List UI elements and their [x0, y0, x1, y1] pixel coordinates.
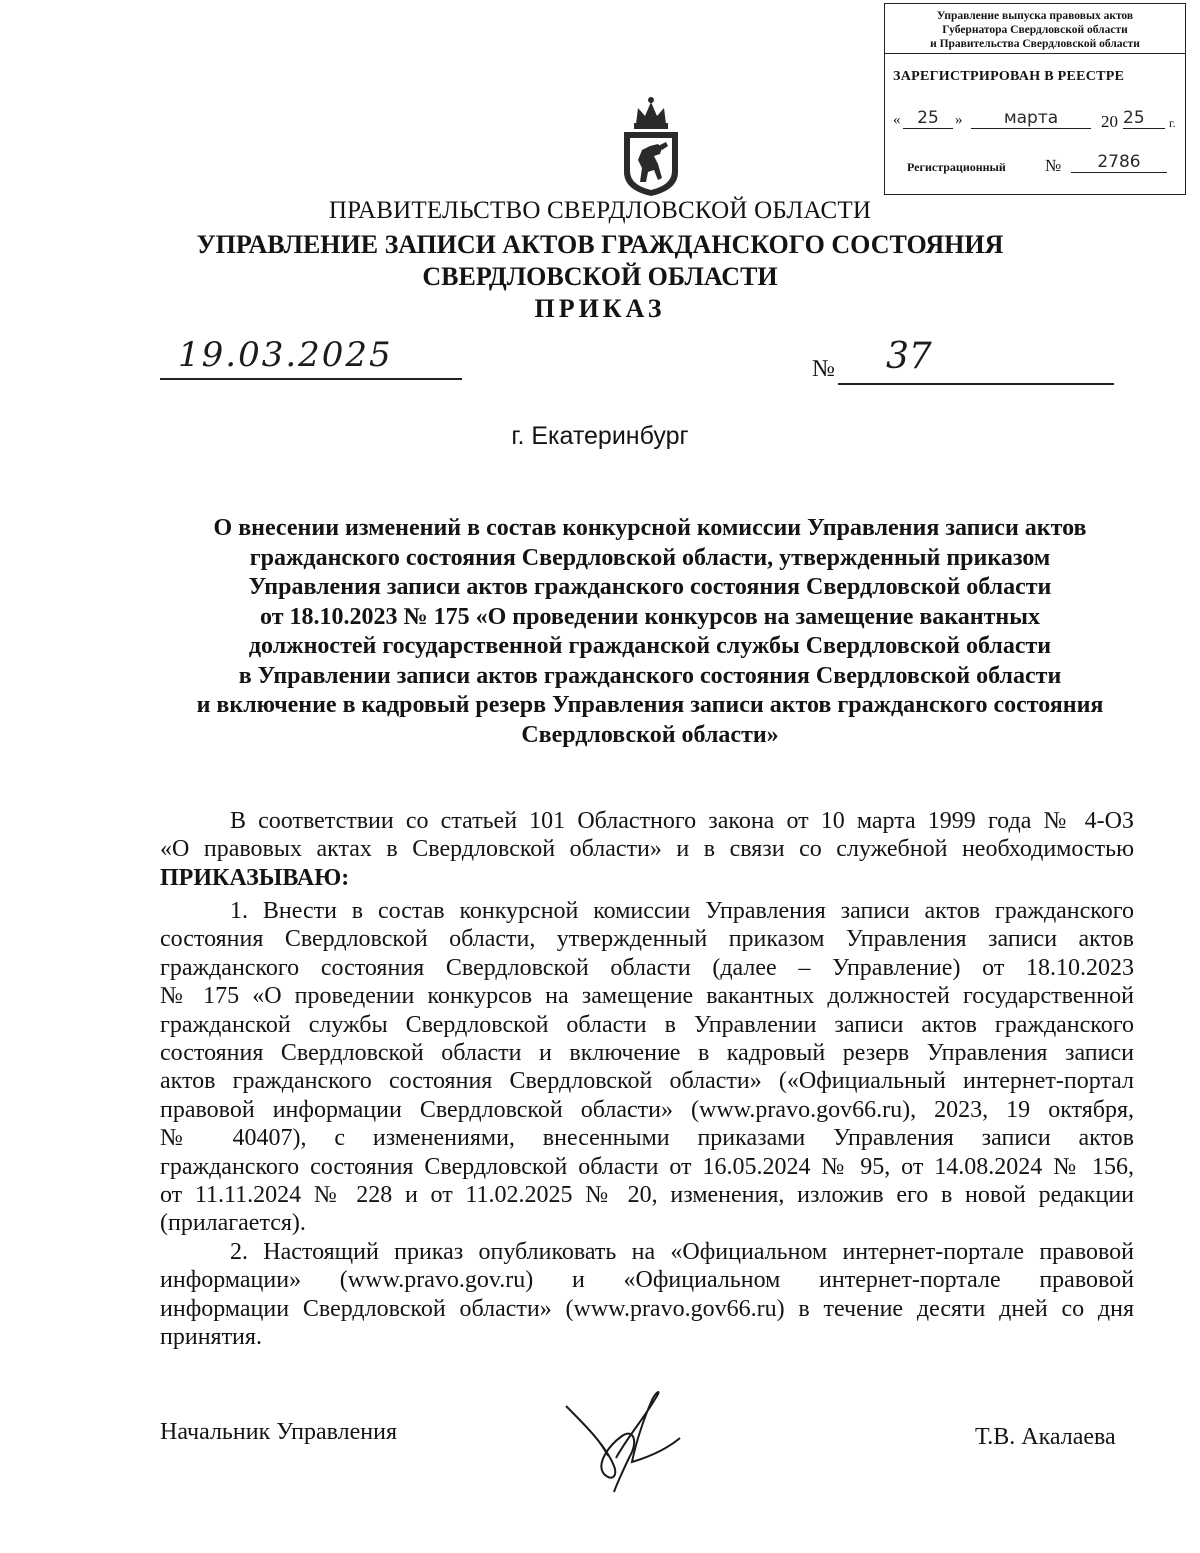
subject-line: должностей государственной гражданской службы Свердловской области [248, 633, 1052, 659]
registration-stamp [884, 3, 1186, 195]
order-subject [150, 514, 1150, 750]
signatory-name: Т.В. Акалаева [975, 1424, 1116, 1450]
stamp-header-line: и Правительства Свердловской области [930, 38, 1140, 50]
coat-of-arms-icon [614, 94, 688, 198]
item1-line: № 40407), с изменениями, внесенными приказами Управления записи актов [160, 1125, 1134, 1152]
order-number: 37 [886, 336, 932, 377]
signatory-position: Начальник Управления [160, 1419, 397, 1445]
order-colon: : [341, 864, 350, 891]
item1-line: № 175 «О проведении конкурсов на замещение вакантных должностей государственной [160, 983, 1134, 1010]
order-item-1 [160, 897, 1134, 1238]
date-underline [160, 378, 462, 380]
item1-line: гражданского состояния Свердловской области (далее – Управление) от 18.10.2023 [160, 954, 1134, 981]
stamp-reg-number: 2786 [1071, 152, 1167, 173]
order-word: ПРИКАЗЫВАЮ [160, 864, 342, 891]
subject-line: в Управлении записи актов гражданского состояния Свердловской области [238, 662, 1062, 689]
subject-line: гражданского состояния Свердловской области, утвержденный приказом [249, 544, 1051, 571]
handwritten-signature [556, 1386, 686, 1496]
stamp-reg-number-row [907, 152, 1177, 178]
item1-line: актов гражданского состояния Свердловской области» («Официальный интернет-портал [160, 1068, 1134, 1095]
preamble-line: В соответствии со статьей 101 Областного закона от 10 марта 1999 года № 4-ОЗ [230, 808, 1134, 834]
stamp-year-suffix: 25 [1123, 108, 1165, 129]
subject-line: и включение в кадровый резерв Управления записи актов гражданского состояния [196, 692, 1104, 718]
stamp-reg-number-label: Регистрационный [907, 160, 1006, 174]
subject-line: О внесении изменений в состав конкурсной комиссии Управления записи актов [213, 515, 1087, 541]
subject-line: Свердловской области» [521, 721, 779, 748]
item2-line: 2. Настоящий приказ опубликовать на «Официальном интернет-портале правовой [230, 1239, 1134, 1265]
government-title: ПРАВИТЕЛЬСТВО СВЕРДЛОВСКОЙ ОБЛАСТИ [328, 197, 872, 224]
stamp-header [885, 4, 1185, 54]
stamp-date [893, 108, 1183, 132]
item1-line: состояния Свердловской области, утвержденный приказом Управления записи актов [160, 926, 1134, 953]
department-title-line2: СВЕРДЛОВСКОЙ ОБЛАСТИ [422, 262, 778, 291]
document-type: ПРИКАЗ [534, 294, 666, 323]
city: г. Екатеринбург [511, 422, 689, 450]
preamble-line: «О правовых актах в Свердловской области» и в связи со служебной необходимостью [160, 836, 1134, 863]
order-word-line [160, 864, 1134, 892]
order-item-2 [160, 1238, 1134, 1352]
department-title-line1: УПРАВЛЕНИЕ ЗАПИСИ АКТОВ ГРАЖДАНСКОГО СОСТОЯНИЯ [196, 230, 1004, 259]
item2-line: принятия. [160, 1324, 262, 1351]
stamp-month: марта [971, 108, 1091, 129]
number-underline [838, 383, 1114, 385]
item1-line: гражданской службы Свердловской области в Управлении записи актов гражданского [160, 1011, 1134, 1038]
subject-line: Управления записи актов гражданского состояния Свердловской области [248, 574, 1052, 600]
stamp-quote-close: » [955, 112, 963, 128]
item1-line: (прилагается). [160, 1210, 306, 1237]
stamp-year-g: г. [1169, 116, 1176, 130]
item1-line: 1. Внести в состав конкурсной комиссии Управления записи актов гражданского [230, 898, 1134, 924]
item1-line: от 11.11.2024 № 228 и от 11.02.2025 № 20, изменения, изложив его в новой редакции [160, 1182, 1134, 1209]
order-date: 19.03.2025 [178, 335, 393, 375]
stamp-number-sign: № [1045, 156, 1062, 175]
item1-line: гражданского состояния Свердловской области от 16.05.2024 № 95, от 14.08.2024 № 156, [160, 1153, 1134, 1180]
order-number-sign: № [812, 356, 835, 382]
stamp-header-line: Управление выпуска правовых актов [936, 10, 1134, 22]
stamp-quote-open: « [893, 112, 901, 128]
item2-line: информации» (www.pravo.gov.ru) и «Официальном интернет-портале правовой [160, 1267, 1134, 1294]
stamp-registered-label: ЗАРЕГИСТРИРОВАН В РЕЕСТРЕ [893, 69, 1125, 84]
stamp-header-line: Губернатора Свердловской области [942, 24, 1128, 36]
subject-line: от 18.10.2023 № 175 «О проведении конкурсов на замещение вакантных [260, 603, 1040, 630]
stamp-year-prefix: 20 [1101, 112, 1118, 131]
preamble [160, 807, 1134, 892]
item2-line: информации Свердловской области» (www.pravo.gov66.ru) в течение десяти дней со дня [160, 1295, 1134, 1322]
item1-line: правовой информации Свердловской области» (www.pravo.gov66.ru), 2023, 19 октября, [160, 1096, 1134, 1123]
stamp-day: 25 [903, 108, 953, 129]
item1-line: состояния Свердловской области и включение в кадровый резерв Управления записи [160, 1040, 1134, 1067]
